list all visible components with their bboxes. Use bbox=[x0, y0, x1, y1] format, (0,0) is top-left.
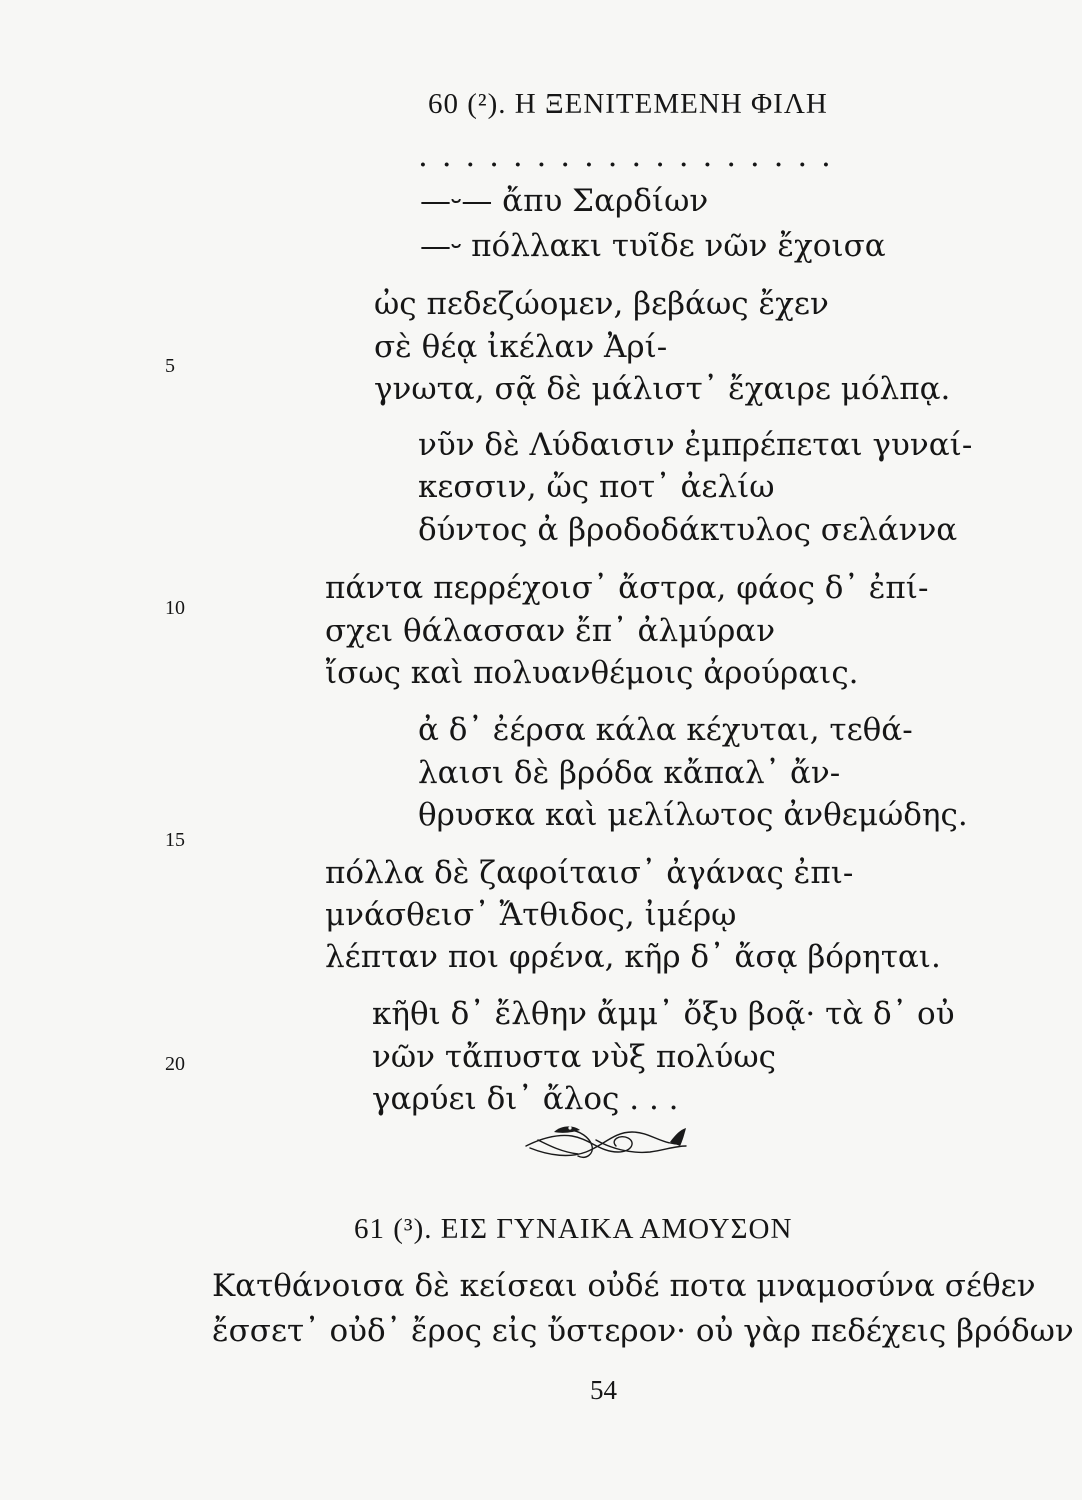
poem-line: γαρύει δι᾽ ἄλος . . . bbox=[372, 1081, 679, 1117]
poem-line: δύντος ἀ βροδοδάκτυλος σελάννα bbox=[418, 512, 958, 548]
line-number: 20 bbox=[165, 1053, 185, 1075]
poem-title: 60 (²). Η ΞΕΝΙΤΕΜΕΝΗ ΦΙΛΗ bbox=[428, 88, 828, 120]
poem-line: κεσσιν, ὤς ποτ᾽ ἀελίω bbox=[418, 469, 775, 505]
poem-line: —⏑— ἄπυ Σαρδίων bbox=[420, 183, 709, 219]
line-number: 15 bbox=[165, 829, 185, 851]
poem-line: —⏑ πόλλακι τυῖδε νῶν ἔχοισα bbox=[420, 228, 886, 264]
poem-line: σχει θάλασσαν ἔπ᾽ ἀλμύραν bbox=[325, 613, 776, 649]
poem-line: ἴσως καὶ πολυανθέμοις ἀρούραις. bbox=[325, 655, 859, 691]
poem-line: λαισι δὲ βρόδα κἄπαλ᾽ ἄν- bbox=[418, 755, 841, 791]
poem-title: 61 (³). ΕΙΣ ΓΥΝΑΙΚΑ ΑΜΟΥΣΟΝ bbox=[354, 1213, 793, 1245]
poem-line: ἔσσετ᾽ οὐδ᾽ ἔρος εἰς ὔστερον· οὐ γὰρ πεδέχεις βρόδων bbox=[212, 1313, 1074, 1349]
line-number: 5 bbox=[165, 355, 175, 377]
poem-line: νῦν δὲ Λύδαισιν ἐμπρέπεται γυναί- bbox=[418, 427, 973, 463]
poem-line-lacuna: . . . . . . . . . . . . . . . . . . bbox=[418, 138, 833, 174]
poem-line: ἀ δ᾽ ἐέρσα κάλα κέχυται, τεθά- bbox=[418, 712, 913, 748]
poem-line: σὲ θέᾳ ἰκέλαν Ἀρί- bbox=[374, 329, 668, 365]
fish-flourish-ornament-icon bbox=[520, 1118, 690, 1168]
poem-line: πάντα περρέχοισ᾽ ἄστρα, φάος δ᾽ ἐπί- bbox=[325, 570, 929, 606]
poem-line: Κατθάνοισα δὲ κείσεαι οὐδέ ποτα μναμοσύνα σέθεν bbox=[212, 1268, 1036, 1304]
poem-line: γνωτα, σᾷ δὲ μάλιστ᾽ ἔχαιρε μόλπᾳ. bbox=[374, 371, 951, 407]
poem-line: θρυσκα καὶ μελίλωτος ἀνθεμώδης. bbox=[418, 797, 968, 833]
poem-line: νῶν τἄπυστα νὺξ πολύως bbox=[372, 1039, 777, 1075]
poem-line: μνάσθεισ᾽ Ἄτθιδος, ἰμέρῳ bbox=[325, 897, 737, 933]
poem-line: κῆθι δ᾽ ἔλθην ἄμμ᾽ ὄξυ βοᾷ· τὰ δ᾽ οὐ bbox=[372, 996, 955, 1032]
poem-line: πόλλα δὲ ζαφοίταισ᾽ ἀγάνας ἐπι- bbox=[325, 855, 854, 891]
poem-line: λέπταν ποι φρένα, κῆρ δ᾽ ἄσᾳ βόρηται. bbox=[325, 939, 941, 975]
poem-line: ὠς πεδεζώομεν, βεβάως ἔχεν bbox=[374, 286, 829, 322]
page-number: 54 bbox=[590, 1375, 617, 1405]
line-number: 10 bbox=[165, 597, 185, 619]
